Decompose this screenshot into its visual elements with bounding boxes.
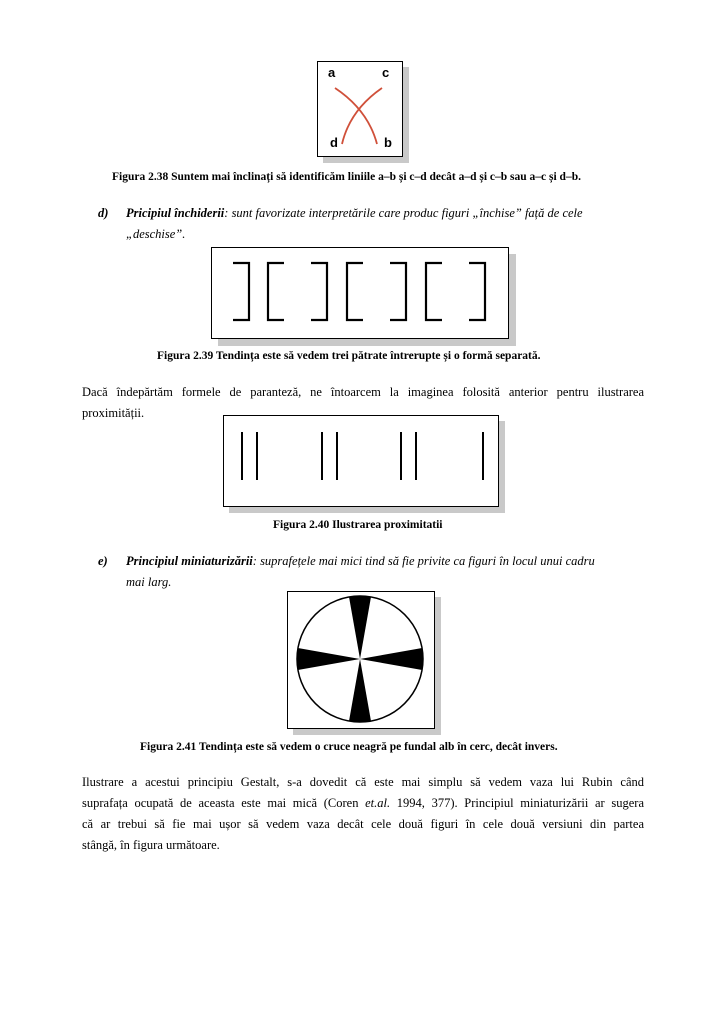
paragraph-miniaturization-line-2 [82,793,644,814]
item-d [98,203,644,245]
paragraph-miniaturization-line-4: stângă, în figura următoare. [82,838,220,852]
bracket-7 [469,263,485,320]
fig240-frame [223,415,499,507]
vertical-lines-figure [224,416,498,506]
item-e-title: Principiul miniaturizării [126,554,253,568]
bracket-6 [426,263,442,320]
paragraph-proximity-line-2: proximității. [82,406,145,420]
paragraph-proximity-line-1: Dacă îndepărtăm formele de paranteză, ne întoarcem la imaginea folosită anterior pentru ilustrarea [82,385,644,399]
fig238-frame [317,61,403,157]
item-e-text-1: : suprafețele mai mici tind să fie privite ca figuri în locul unui cadru [252,554,595,568]
label-c: c [382,65,390,80]
item-d-marker: d) [98,206,109,220]
fig239-caption: Figura 2.39 Tendința este să vedem trei pătrate întrerupte și o formă separată. [157,350,541,362]
bracket-4 [347,263,363,320]
paragraph-miniaturization-line-1: Ilustrare a acestui principiu Gestalt, s-a dovedit că este mai simplu să vedem vaza lui Rubin când [82,775,644,789]
fig239-frame [211,247,509,339]
citation-pre: suprafața ocupată de aceasta este mai mică (Coren [82,796,366,810]
fig240-caption: Figura 2.40 Ilustrarea proximitatii [273,519,443,531]
brackets-figure [212,248,508,338]
citation-post: 1994, 377). Principiul miniaturizării ar sugera [390,796,644,810]
bracket-1 [233,263,249,320]
fig238-caption: Figura 2.38 Suntem mai înclinați să identificăm liniile a–b și c–d decât a–d și c–b sau a–c și d–b. [112,171,581,183]
curve-c-d [342,88,382,144]
item-d-text-1: : sunt favorizate interpretările care produc figuri „închise” față de cele [224,206,583,220]
circle-cross-figure [288,592,434,728]
citation-etal: et.al. [365,796,391,810]
item-e [98,551,644,593]
bracket-3 [311,263,327,320]
item-d-title: Pricipiul închiderii [126,206,225,220]
label-a: a [328,65,336,80]
fig241-frame [287,591,435,729]
label-d: d [330,135,338,150]
item-e-marker: e) [98,554,108,568]
paragraph-miniaturization [82,772,644,856]
paragraph-miniaturization-line-3: că ar trebui să fie mai ușor să vedem vaza decât cele două figuri în cele două versiuni din partea [82,817,644,831]
item-d-text-2: „deschise”. [126,227,186,241]
item-e-text-2: mai larg. [126,575,172,589]
fig241-caption: Figura 2.41 Tendința este să vedem o cruce neagră pe fundal alb în cerc, decât invers. [140,741,558,753]
bracket-2 [268,263,284,320]
bracket-5 [390,263,406,320]
label-b: b [384,135,392,150]
